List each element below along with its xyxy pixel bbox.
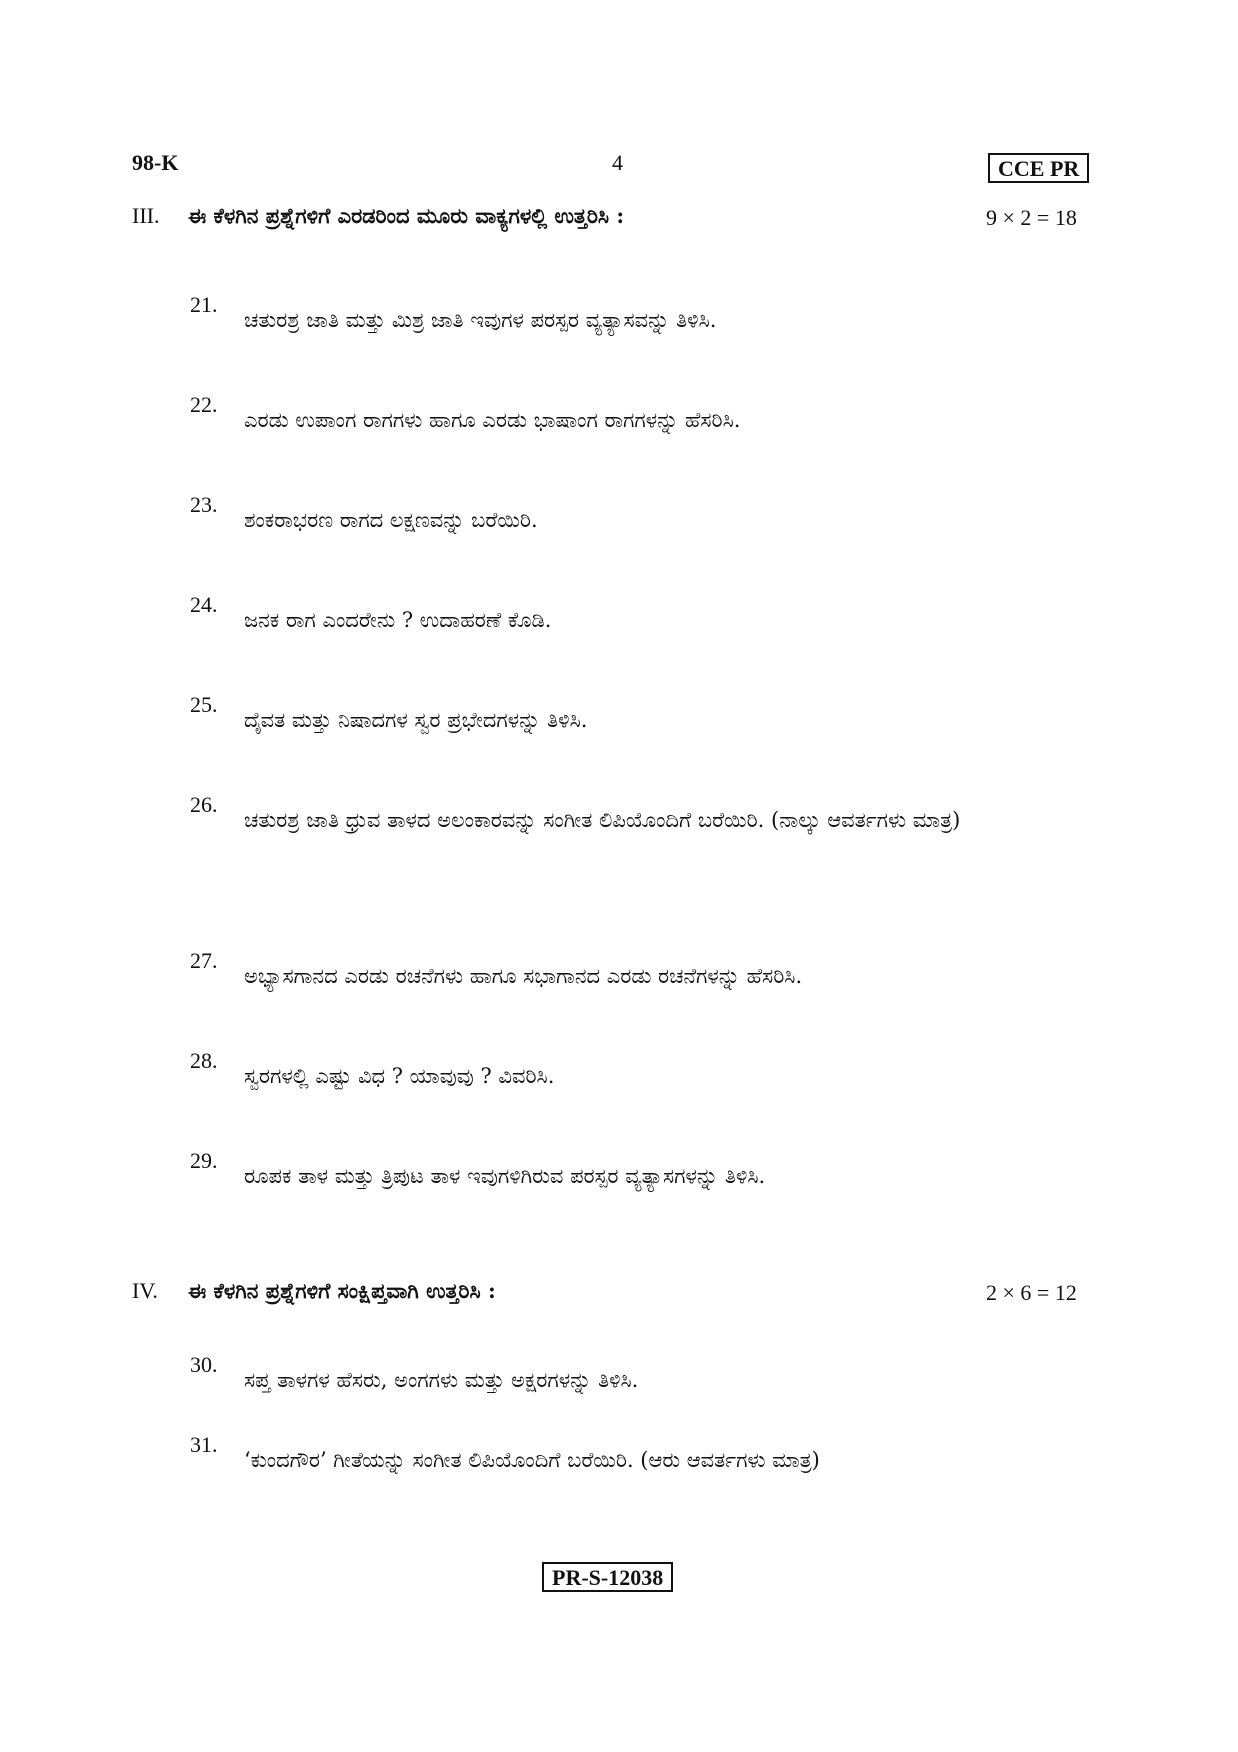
section-4-marks: 2 × 6 = 12 xyxy=(986,1280,1077,1305)
question-number: 28. xyxy=(190,1048,218,1073)
question-number: 27. xyxy=(190,948,218,973)
question-27 xyxy=(190,948,1106,1004)
question-text: ರೂಪಕ ತಾಳ ಮತ್ತು ತ್ರಿಪುಟ ತಾಳ ಇವುಗಳಿಗಿರುವ ಪರಸ್ಪರ ವ್ಯತ್ಯಾಸಗಳನ್ನು ತಿಳಿಸಿ. xyxy=(244,1164,766,1188)
question-text: ಚತುರಶ್ರ ಜಾತಿ ಧ್ರುವ ತಾಳದ ಅಲಂಕಾರವನ್ನು ಸಂಗೀತ ಲಿಪಿಯೊಂದಿಗೆ ಬರೆಯಿರಿ. (ನಾಲ್ಕು ಆವರ್ತಗಳು ಮಾತ್ರ) xyxy=(244,808,961,832)
question-22 xyxy=(190,392,1106,448)
question-number: 26. xyxy=(190,792,218,817)
section-3-header xyxy=(132,203,1110,229)
section-4-title: ಈ ಕೆಳಗಿನ ಪ್ರಶ್ನೆಗಳಿಗೆ ಸಂಕ್ಷಿಪ್ತವಾಗಿ ಉತ್ತರಿಸಿ : xyxy=(188,1278,496,1303)
cce-pr-badge: CCE PR xyxy=(988,153,1089,183)
question-text: ಎರಡು ಉಪಾಂಗ ರಾಗಗಳು ಹಾಗೂ ಎರಡು ಭಾಷಾಂಗ ರಾಗಗಳನ್ನು ಹೆಸರಿಸಿ. xyxy=(244,408,741,432)
question-number: 25. xyxy=(190,692,218,717)
question-26 xyxy=(190,792,1106,848)
paper-code: 98-K xyxy=(132,150,179,175)
question-number: 21. xyxy=(190,292,218,317)
question-text: ಜನಕ ರಾಗ ಎಂದರೇನು ? ಉದಾಹರಣೆ ಕೊಡಿ. xyxy=(244,608,552,632)
question-text: ಸಪ್ತ ತಾಳಗಳ ಹೆಸರು, ಅಂಗಗಳು ಮತ್ತು ಅಕ್ಷರಗಳನ್ನು ತಿಳಿಸಿ. xyxy=(244,1368,639,1392)
question-30 xyxy=(190,1352,1106,1408)
question-number: 22. xyxy=(190,392,218,417)
section-3-roman: III. xyxy=(132,203,160,228)
section-4-roman: IV. xyxy=(132,1278,158,1303)
page-number: 4 xyxy=(612,150,623,175)
question-number: 30. xyxy=(190,1352,218,1377)
question-text: ‘ಕುಂದಗೌರ’ ಗೀತೆಯನ್ನು ಸಂಗೀತ ಲಿಪಿಯೊಂದಿಗೆ ಬರೆಯಿರಿ. (ಆರು ಆವರ್ತಗಳು ಮಾತ್ರ) xyxy=(244,1448,820,1472)
section-4-header xyxy=(132,1278,1110,1304)
question-23 xyxy=(190,492,1106,548)
question-number: 23. xyxy=(190,492,218,517)
question-31 xyxy=(190,1432,1106,1488)
question-text: ಶಂಕರಾಭರಣ ರಾಗದ ಲಕ್ಷಣವನ್ನು ಬರೆಯಿರಿ. xyxy=(244,508,538,532)
question-24 xyxy=(190,592,1106,648)
question-21 xyxy=(190,292,1106,348)
section-3-title: ಈ ಕೆಳಗಿನ ಪ್ರಶ್ನೆಗಳಿಗೆ ಎರಡರಿಂದ ಮೂರು ವಾಕ್ಯಗಳಲ್ಲಿ ಉತ್ತರಿಸಿ : xyxy=(188,203,625,228)
question-text: ಚತುರಶ್ರ ಜಾತಿ ಮತ್ತು ಮಿಶ್ರ ಜಾತಿ ಇವುಗಳ ಪರಸ್ಪರ ವ್ಯತ್ಯಾಸವನ್ನು ತಿಳಿಸಿ. xyxy=(244,308,717,332)
section-3-marks: 9 × 2 = 18 xyxy=(986,205,1077,230)
question-text: ಸ್ವರಗಳಲ್ಲಿ ಎಷ್ಟು ವಿಧ ? ಯಾವುವು ? ವಿವರಿಸಿ. xyxy=(244,1064,555,1088)
question-25 xyxy=(190,692,1106,748)
question-28 xyxy=(190,1048,1106,1104)
footer-paper-code: PR-S-12038 xyxy=(542,1562,673,1592)
question-text: ದೈವತ ಮತ್ತು ನಿಷಾದಗಳ ಸ್ವರ ಪ್ರಭೇದಗಳನ್ನು ತಿಳಿಸಿ. xyxy=(244,708,588,732)
question-29 xyxy=(190,1148,1106,1204)
question-number: 31. xyxy=(190,1432,218,1457)
question-number: 29. xyxy=(190,1148,218,1173)
question-text: ಅಭ್ಯಾಸಗಾನದ ಎರಡು ರಚನೆಗಳು ಹಾಗೂ ಸಭಾಗಾನದ ಎರಡು ರಚನೆಗಳನ್ನು ಹೆಸರಿಸಿ. xyxy=(244,964,803,988)
question-number: 24. xyxy=(190,592,218,617)
